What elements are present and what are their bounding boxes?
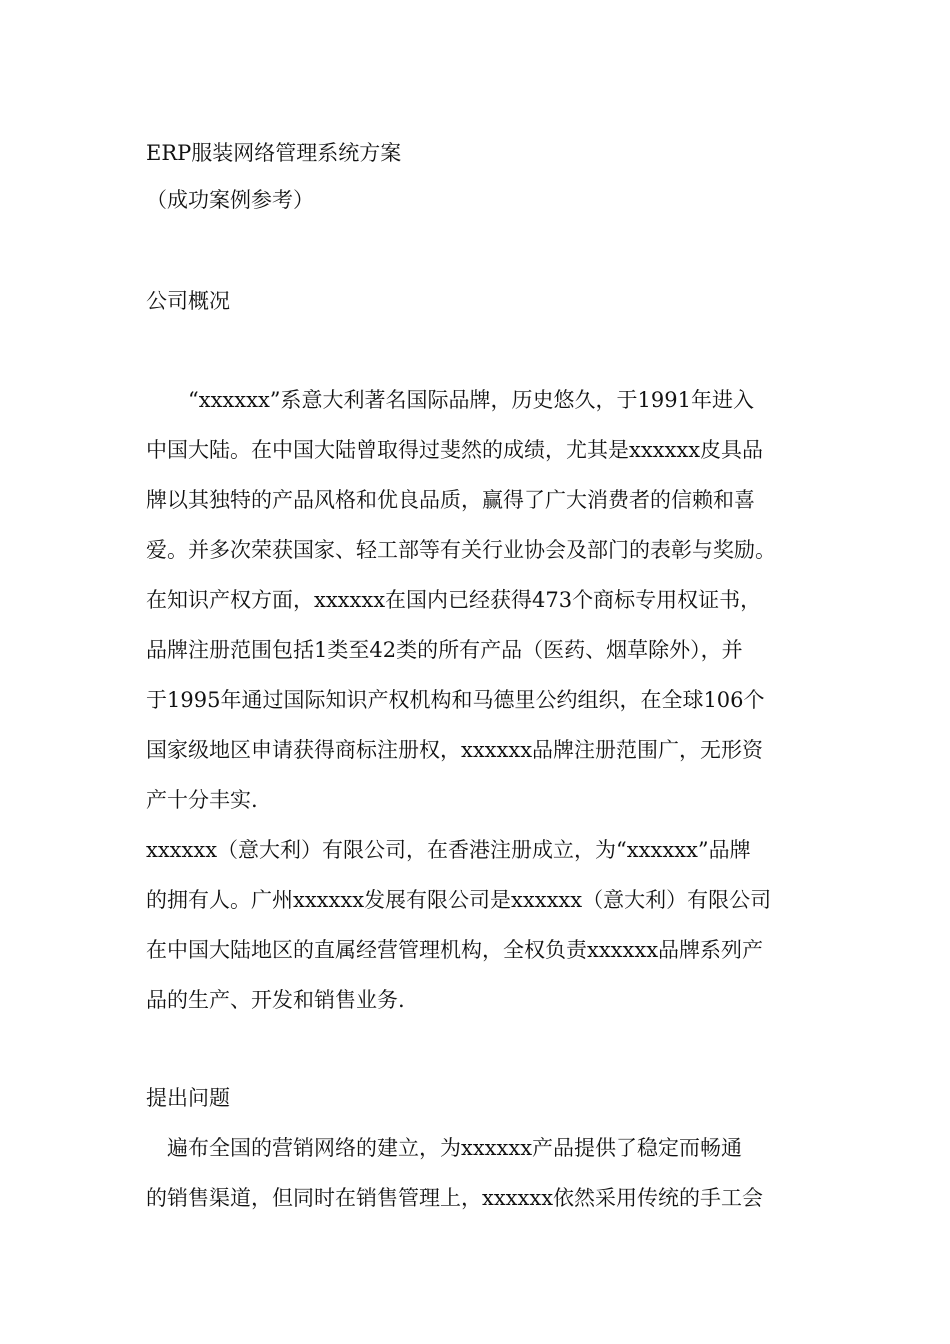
paragraph-line: 品牌注册范围包括1类至42类的所有产品（医药、烟草除外），并 — [146, 638, 743, 662]
paragraph-line: 牌以其独特的产品风格和优良品质，赢得了广大消费者的信赖和喜 — [146, 488, 755, 512]
paragraph-line: 品的生产、开发和销售业务. — [146, 988, 405, 1012]
paragraph-line: 于1995年通过国际知识产权机构和马德里公约组织，在全球106个 — [146, 688, 765, 712]
paragraph-line: 中国大陆。在中国大陆曾取得过斐然的成绩，尤其是xxxxxx皮具品 — [146, 438, 764, 462]
paragraph-line: 在知识产权方面，xxxxxx在国内已经获得473个商标专用权证书， — [146, 588, 762, 612]
paragraph-line: 爱。并多次荣获国家、轻工部等有关行业协会及部门的表彰与奖励。 — [146, 538, 776, 562]
paragraph-line: xxxxxx（意大利）有限公司，在香港注册成立，为“xxxxxx”品牌 — [146, 838, 751, 862]
paragraph-line: 产十分丰实. — [146, 788, 258, 812]
paragraph-line: 的销售渠道，但同时在销售管理上，xxxxxx依然采用传统的手工会 — [146, 1186, 764, 1210]
paragraph-line: “xxxxxx”系意大利著名国际品牌，历史悠久，于1991年进入 — [188, 388, 754, 412]
paragraph-line: 在中国大陆地区的直属经营管理机构，全权负责xxxxxx品牌系列产 — [146, 938, 764, 962]
paragraph-line: 的拥有人。广州xxxxxx发展有限公司是xxxxxx（意大利）有限公司 — [146, 888, 772, 912]
section-heading-problems: 提出问题 — [146, 1086, 230, 1110]
paragraph-line: 国家级地区申请获得商标注册权，xxxxxx品牌注册范围广，无形资 — [146, 738, 764, 762]
section-heading-company-overview: 公司概况 — [146, 289, 230, 313]
document-subtitle: （成功案例参考） — [146, 188, 314, 212]
paragraph-line: 遍布全国的营销网络的建立，为xxxxxx产品提供了稳定而畅通 — [167, 1136, 743, 1160]
document-title: ERP服装网络管理系统方案 — [146, 141, 402, 165]
